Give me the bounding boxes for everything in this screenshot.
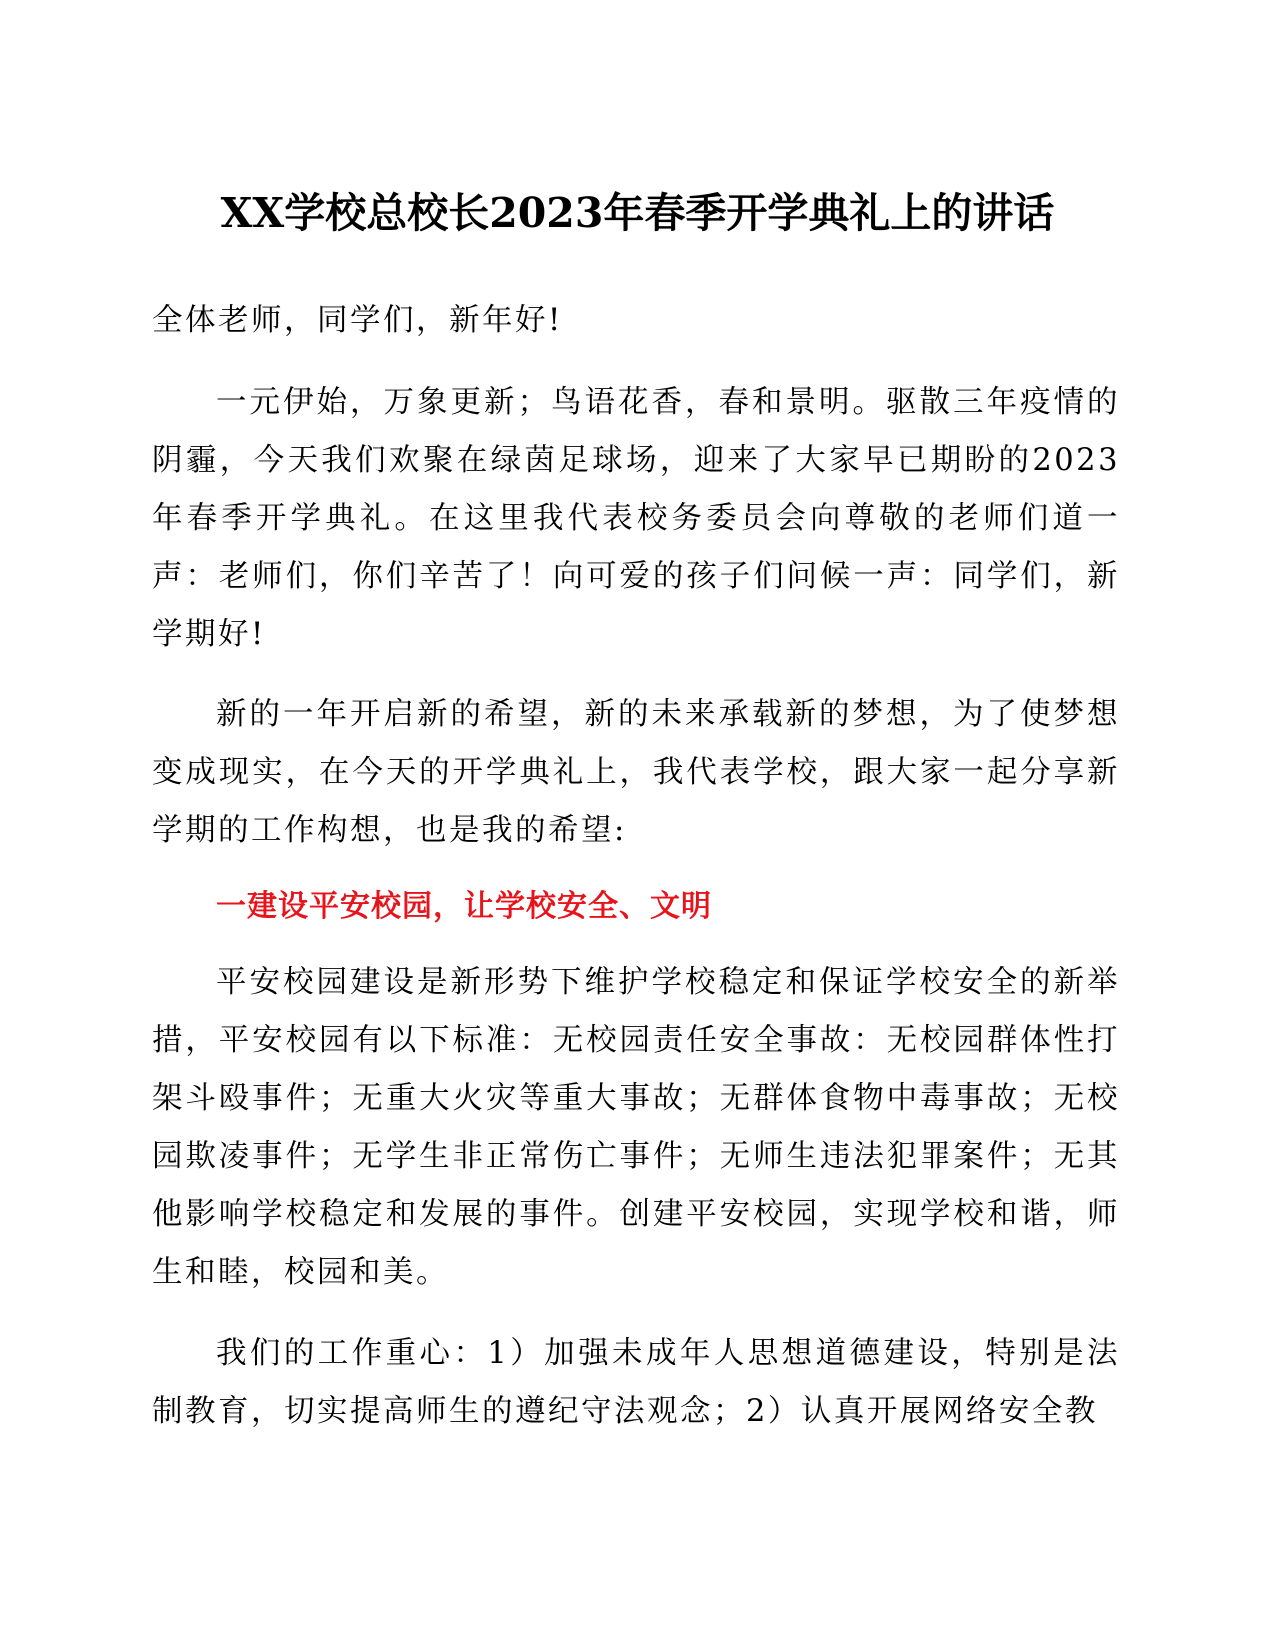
paragraph-work-focus: 我们的工作重心：1）加强未成年人思想道德建设，特别是法制教育，切实提高师生的遵纪守法观念；2）认真开展网络安全教	[152, 1336, 1120, 1429]
section-heading-safe-campus: 一建设平安校园，让学校安全、文明	[216, 889, 712, 924]
paragraph-safe-campus-standards: 平安校园建设是新形势下维护学校稳定和保证学校安全的新举措，平安校园有以下标准：无校园责任安全事故：无校园群体性打架斗殴事件；无重大火灾等重大事故；无群体食物中毒事故；无校园欺凌事件；无学生非正常伤亡事件；无师生违法犯罪案件；无其他影响学校稳定和发展的事件。创建平安校园，实现学校和谐，师生和睦，校园和美。	[152, 965, 1120, 1290]
paragraph-vision: 新的一年开启新的希望，新的未来承载新的梦想，为了使梦想变成现实，在今天的开学典礼上，我代表学校，跟大家一起分享新学期的工作构想，也是我的希望:	[152, 697, 1120, 848]
salutation-text: 全体老师，同学们，新年好!	[152, 303, 563, 338]
document-title: XX学校总校长2023年春季开学典礼上的讲话	[220, 189, 1055, 237]
paragraph-opening: 一元伊始，万象更新；鸟语花香，春和景明。驱散三年疫情的阴霾，今天我们欢聚在绿茵足球场，迎来了大家早已期盼的2023年春季开学典礼。在这里我代表校务委员会向尊敬的老师们道一声：老师们，你们辛苦了！向可爱的孩子们问候一声：同学们，新学期好!	[152, 385, 1120, 652]
